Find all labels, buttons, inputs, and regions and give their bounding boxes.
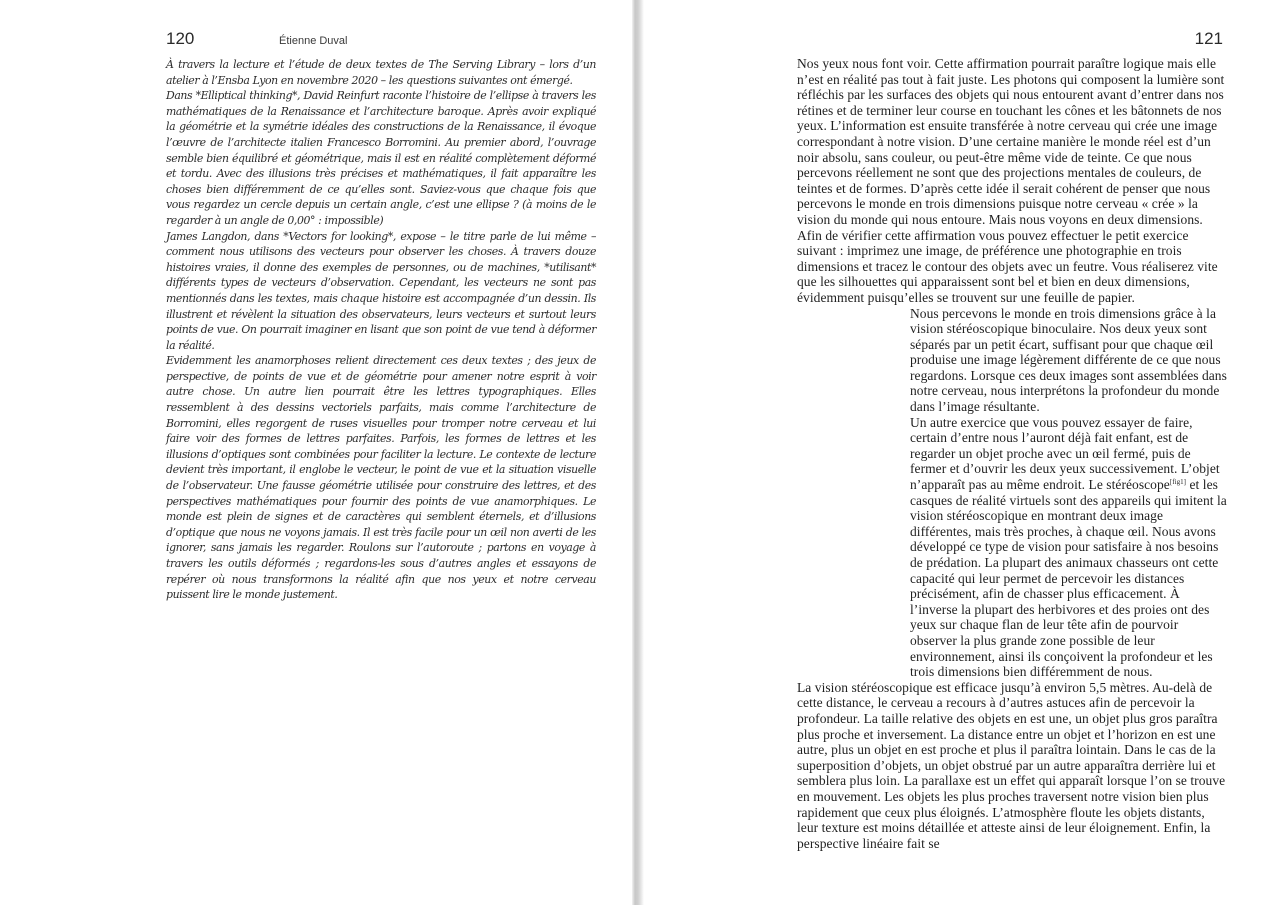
body-paragraph-3-end: et les casques de réalité virtuels sont des appareils qui imitent la vision stéréoscopique en montrant deux image différentes, mais très proches, à chaque œil. Nous avons développé ce type de vision pour satisfaire à nos besoins de prédation. La plupart des animaux chasseurs ont cette capacité qui leur permet de percevoir les distances précisément, afin de chasser plus efficacement. À l’inverse la plupart des herbivores et des proies ont des yeux sur chaque flan de leur tête afin de pourvoir observer la plus grande zone possible de leur environnement, ainsi ils conçoivent la profondeur et les trois dimensions bien différemment de nous. (910, 477, 1227, 680)
page-number-left: 120 (166, 29, 195, 48)
intro-paragraph-1: À travers la lecture et l’étude de deux textes de The Serving Library – lors d’un atelier à l’Ensba Lyon en novembre 2020 – les questions suivantes ont émergé. (166, 58, 596, 87)
body-paragraph-1: Nos yeux nous font voir. Cette affirmation pourrait paraître logique mais elle n’est en réalité pas tout à fait juste. Les photons qui composent la lumière sont réfléchis par les surfaces des objets qui nous entourent avant d’entrer dans nos rétines et de terminer leur course en touchant les cônes et les bâtonnets de nos yeux. L’information est ensuite transférée à notre cerveau qui crée une image correspondant à notre vision. D’une certaine manière le monde réel est d’un noir absolu, sans couleur, ou peut-être même vide de teinte. Ce que nous percevons réellement ne sont que des projections mentales de couleurs, de teintes et de formes. D’après cette idée il serait cohérent de penser que nous percevons le monde en trois dimensions puisque notre cerveau « crée » la vision du monde qui nous entoure. Mais nous voyons en deux dimensions. Afin de vérifier cette affirmation vous pouvez effectuer le petit exercice suivant : imprimez une image, de préférence une photographie en trois dimensions et tracez le contour des objets avec un feutre. Vous réaliserez vite que les silhouettes qui apparaissent sont bel et bien en deux dimensions, évidemment puisqu’elles se trouvent sur une feuille de papier. (797, 56, 1225, 305)
intro-paragraph-2: Dans *Elliptical thinking*, David Reinfurt raconte l’histoire de l’ellipse à travers les mathématiques de la Renaissance et l’architecture baroque. Après avoir expliqué la géométrie et la symétrie idéales des constructions de la Renaissance, il évoque l’œuvre de l’architecte italien Francesco Borromini. Au premier abord, l’ouvrage semble bien équilibré et géométrique, mais il est en réalité complètement déformé et tordu. Avec des illusions très précises et mathématiques, il fait apparaître les choses bien différemment de ce qu’elles sont. Saviez-vous que chaque fois que vous regardez un cercle depuis un certain angle, c’est une ellipse ? (à moins de le regarder à un angle de 0,00° : impossible) (166, 89, 596, 227)
page-number-right: 121 (1194, 29, 1223, 48)
book-gutter (632, 0, 644, 905)
intro-paragraph-4: Evidemment les anamorphoses relient directement ces deux textes ; des jeux de perspective, de points de vue et de géométrie pour amener notre esprit à voir autre chose. Un autre lien pourrait être les lettres typographiques. Elles ressemblent à des dessins vectoriels parfaits, mais comme l’architecture de Borromini, elles regorgent de ruses visuelles pour tromper notre cerveau et lui faire voir des formes de lettres parfaites. Parfois, les formes de lettres et les illusions d’optiques sont combinées pour faciliter la lecture. Le contexte de lecture devient très important, il englobe le vecteur, le point de vue et la situation visuelle de l’observateur. Une fausse géométrie utilisée pour construire des lettres, et des perspectives mathématiques pour fournir des points de vue anamorphiques. Le monde est plein de signes et de caractères qui semblent éternels, et d’illusions d’optique que nous ne voyons jamais. Il est très facile pour un œil non averti de les ignorer, sans jamais les regarder. Roulons sur l’autoroute ; partons en voyage à travers les outils déformés ; regardons-les sous d’autres angles et essayons de repérer où nous transformons la réalité afin que nos yeux et notre cerveau puissent lire le monde justement. (166, 354, 596, 602)
left-page (0, 0, 632, 905)
body-paragraph-4: La vision stéréoscopique est efficace jusqu’à environ 5,5 mètres. Au-delà de cette distance, le cerveau a recours à d’autres astuces afin de percevoir la profondeur. La taille relative des objets en est une, un objet plus gros paraîtra plus proche et inversement. La distance entre un objet et l’horizon en est une autre, plus un objet en est proche et plus il paraîtra lointain. Dans le cas de la superposition d’objets, un objet obstrué par un autre apparaîtra derrière lui et semblera plus loin. La parallaxe est un effet qui apparaît lorsque l’on se trouve en mouvement. Les objets les plus proches traversent notre vision bien plus rapidement que ceux plus éloignés. L’atmosphère floute les objets distants, leur texture est moins détaillée et atteste ainsi de leur éloignement. Enfin, la perspective linéaire fait se (797, 679, 1226, 851)
body-paragraph-3 (910, 415, 1227, 680)
running-head-author: Étienne Duval (279, 35, 348, 47)
body-paragraph-3-start: Un autre exercice que vous pouvez essayer de faire, certain d’entre nous l’auront déjà fait enfant, est de regarder un objet proche avec un œil fermé, puis de fermer et d’ouvrir les deux yeux successivement. L’objet n’apparaît pas au même endroit. Le stéréoscope (910, 414, 1220, 493)
body-paragraph-2: Nous percevons le monde en trois dimensions grâce à la vision stéréoscopique binoculaire. Nos deux yeux sont séparés par un petit écart, suffisant pour que chaque œil produise une image légèrement différente de ce que nous regardons. Lorsque ces deux images sont assemblées dans notre cerveau, nous interprétons la profondeur du monde dans l’image résultante. (910, 305, 1227, 415)
introduction-text (166, 57, 596, 603)
body-text (797, 56, 1227, 851)
figure-reference: [fig1] (1169, 478, 1187, 487)
intro-paragraph-3: James Langdon, dans *Vectors for looking*, expose – le titre parle de lui même – comment nous utilisons des vecteurs pour observer les choses. À travers douze histoires vraies, il donne des exemples de personnes, ou de machines, *utilisant* différents types de vecteurs d’observation. Cependant, les vecteurs ne sont pas mentionnés dans les textes, mais chaque histoire est accompagnée d’un dessin. Ils illustrent et révèlent la situation des observateurs, leurs vecteurs et surtout leurs points de vue. On pourrait imaginer en lisant que son point de vue tend à déformer la réalité. (166, 229, 596, 352)
